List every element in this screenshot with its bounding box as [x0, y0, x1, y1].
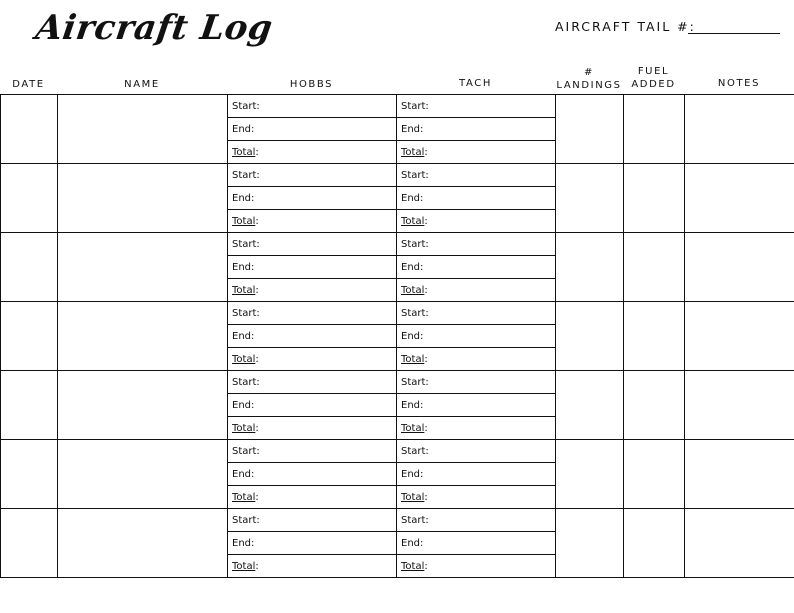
date-cell[interactable]: [1, 164, 58, 233]
tach-total-cell[interactable]: [397, 210, 556, 233]
fuel-header-line2: ADDED: [631, 79, 676, 90]
hobbs-end-cell[interactable]: [228, 463, 397, 486]
tach-total-cell[interactable]: [397, 279, 556, 302]
end-label: End:: [401, 261, 424, 273]
page-title: Aircraft Log: [33, 8, 276, 48]
hobbs-start-cell[interactable]: [228, 509, 397, 532]
start-label: Start:: [401, 376, 429, 388]
landings-cell[interactable]: [556, 233, 624, 302]
fuel-added-cell[interactable]: [624, 509, 685, 578]
column-header-tach: TACH: [459, 78, 492, 89]
total-colon: :: [255, 284, 259, 296]
total-colon: :: [424, 215, 428, 227]
fuel-added-cell[interactable]: [624, 440, 685, 509]
log-entry-row-start: [1, 302, 794, 325]
date-cell[interactable]: [1, 440, 58, 509]
total-label: Total: [232, 560, 256, 572]
start-label: Start:: [232, 307, 260, 319]
landings-cell[interactable]: [556, 95, 624, 164]
total-colon: :: [255, 560, 259, 572]
end-label: End:: [232, 123, 255, 135]
column-header-name: NAME: [124, 79, 160, 90]
hobbs-end-cell[interactable]: [228, 187, 397, 210]
end-label: End:: [401, 330, 424, 342]
start-label: Start:: [401, 238, 429, 250]
tach-end-cell[interactable]: [397, 256, 556, 279]
notes-cell[interactable]: [685, 371, 794, 440]
hobbs-total-cell[interactable]: [228, 279, 397, 302]
tach-start-cell[interactable]: [397, 440, 556, 463]
column-header-date: DATE: [12, 79, 45, 90]
aircraft-tail-label: AIRCRAFT TAIL #:: [555, 19, 696, 34]
end-label: End:: [232, 330, 255, 342]
total-colon: :: [424, 353, 428, 365]
notes-cell[interactable]: [685, 233, 794, 302]
log-entry-row-start: [1, 95, 794, 118]
start-label: Start:: [232, 445, 260, 457]
tach-start-cell[interactable]: [397, 164, 556, 187]
date-cell[interactable]: [1, 95, 58, 164]
column-header-fuel: [623, 65, 684, 91]
hobbs-total-cell[interactable]: [228, 486, 397, 509]
landings-cell[interactable]: [556, 440, 624, 509]
landings-cell[interactable]: [556, 509, 624, 578]
log-entry-row-start: [1, 164, 794, 187]
end-label: End:: [232, 399, 255, 411]
column-header-hobbs: HOBBS: [289, 79, 334, 90]
end-label: End:: [401, 537, 424, 549]
total-label: Total: [401, 491, 425, 503]
total-colon: :: [255, 353, 259, 365]
date-cell[interactable]: [1, 233, 58, 302]
start-label: Start:: [232, 238, 260, 250]
name-cell[interactable]: [58, 440, 228, 509]
name-cell[interactable]: [58, 164, 228, 233]
date-cell[interactable]: [1, 371, 58, 440]
total-label: Total: [232, 422, 256, 434]
hobbs-total-cell[interactable]: [228, 555, 397, 578]
tach-end-cell[interactable]: [397, 118, 556, 141]
tach-total-cell[interactable]: [397, 486, 556, 509]
hobbs-start-cell[interactable]: [228, 302, 397, 325]
total-label: Total: [401, 284, 425, 296]
total-colon: :: [424, 422, 428, 434]
name-cell[interactable]: [58, 371, 228, 440]
start-label: Start:: [232, 100, 260, 112]
tach-end-cell[interactable]: [397, 532, 556, 555]
hobbs-end-cell[interactable]: [228, 256, 397, 279]
total-label: Total: [232, 284, 256, 296]
landings-cell[interactable]: [556, 371, 624, 440]
hobbs-start-cell[interactable]: [228, 371, 397, 394]
total-label: Total: [401, 353, 425, 365]
fuel-added-cell[interactable]: [624, 371, 685, 440]
tach-start-cell[interactable]: [397, 302, 556, 325]
tach-total-cell[interactable]: [397, 417, 556, 440]
tach-total-cell[interactable]: [397, 555, 556, 578]
start-label: Start:: [232, 514, 260, 526]
hobbs-total-cell[interactable]: [228, 348, 397, 371]
end-label: End:: [401, 192, 424, 204]
end-label: End:: [232, 468, 255, 480]
total-label: Total: [232, 215, 256, 227]
name-cell[interactable]: [58, 302, 228, 371]
aircraft-tail-input-line[interactable]: [688, 33, 780, 34]
fuel-header-line1: FUEL: [637, 66, 670, 77]
start-label: Start:: [232, 376, 260, 388]
hobbs-start-cell[interactable]: [228, 95, 397, 118]
landings-header-line1: #: [584, 67, 594, 78]
start-label: Start:: [232, 169, 260, 181]
total-colon: :: [424, 146, 428, 158]
landings-cell[interactable]: [556, 302, 624, 371]
notes-cell[interactable]: [685, 164, 794, 233]
tach-start-cell[interactable]: [397, 95, 556, 118]
tach-start-cell[interactable]: [397, 509, 556, 532]
hobbs-total-cell[interactable]: [228, 417, 397, 440]
tach-end-cell[interactable]: [397, 394, 556, 417]
name-cell[interactable]: [58, 95, 228, 164]
tach-end-cell[interactable]: [397, 187, 556, 210]
tach-end-cell[interactable]: [397, 325, 556, 348]
total-colon: :: [255, 215, 259, 227]
landings-header-line2: LANDINGS: [556, 80, 622, 91]
total-colon: :: [424, 491, 428, 503]
column-header-landings: [555, 66, 623, 92]
hobbs-end-cell[interactable]: [228, 325, 397, 348]
hobbs-start-cell[interactable]: [228, 164, 397, 187]
name-cell[interactable]: [58, 509, 228, 578]
start-label: Start:: [401, 100, 429, 112]
hobbs-end-cell[interactable]: [228, 394, 397, 417]
tach-start-cell[interactable]: [397, 371, 556, 394]
start-label: Start:: [401, 514, 429, 526]
end-label: End:: [401, 123, 424, 135]
column-header-notes: NOTES: [717, 78, 761, 89]
end-label: End:: [232, 537, 255, 549]
end-label: End:: [401, 399, 424, 411]
hobbs-start-cell[interactable]: [228, 233, 397, 256]
tach-end-cell[interactable]: [397, 463, 556, 486]
total-colon: :: [255, 491, 259, 503]
notes-cell[interactable]: [685, 302, 794, 371]
hobbs-end-cell[interactable]: [228, 118, 397, 141]
start-label: Start:: [401, 445, 429, 457]
total-colon: :: [424, 560, 428, 572]
tach-total-cell[interactable]: [397, 141, 556, 164]
start-label: Start:: [401, 307, 429, 319]
total-label: Total: [401, 560, 425, 572]
notes-cell[interactable]: [685, 509, 794, 578]
log-entry-row-start: [1, 233, 794, 256]
total-label: Total: [401, 422, 425, 434]
hobbs-total-cell[interactable]: [228, 210, 397, 233]
total-label: Total: [401, 215, 425, 227]
end-label: End:: [401, 468, 424, 480]
date-cell[interactable]: [1, 302, 58, 371]
name-cell[interactable]: [58, 233, 228, 302]
hobbs-end-cell[interactable]: [228, 532, 397, 555]
total-label: Total: [401, 146, 425, 158]
fuel-added-cell[interactable]: [624, 233, 685, 302]
tach-start-cell[interactable]: [397, 233, 556, 256]
end-label: End:: [232, 261, 255, 273]
log-entry-row-start: [1, 509, 794, 532]
fuel-added-cell[interactable]: [624, 95, 685, 164]
total-colon: :: [255, 422, 259, 434]
hobbs-total-cell[interactable]: [228, 141, 397, 164]
total-colon: :: [255, 146, 259, 158]
log-table: [0, 94, 794, 578]
fuel-added-cell[interactable]: [624, 302, 685, 371]
date-cell[interactable]: [1, 509, 58, 578]
notes-cell[interactable]: [685, 95, 794, 164]
tach-total-cell[interactable]: [397, 348, 556, 371]
start-label: Start:: [401, 169, 429, 181]
log-entry-row-start: [1, 440, 794, 463]
end-label: End:: [232, 192, 255, 204]
total-colon: :: [424, 284, 428, 296]
total-label: Total: [232, 353, 256, 365]
log-entry-row-start: [1, 371, 794, 394]
fuel-added-cell[interactable]: [624, 164, 685, 233]
hobbs-start-cell[interactable]: [228, 440, 397, 463]
total-label: Total: [232, 146, 256, 158]
notes-cell[interactable]: [685, 440, 794, 509]
total-label: Total: [232, 491, 256, 503]
landings-cell[interactable]: [556, 164, 624, 233]
